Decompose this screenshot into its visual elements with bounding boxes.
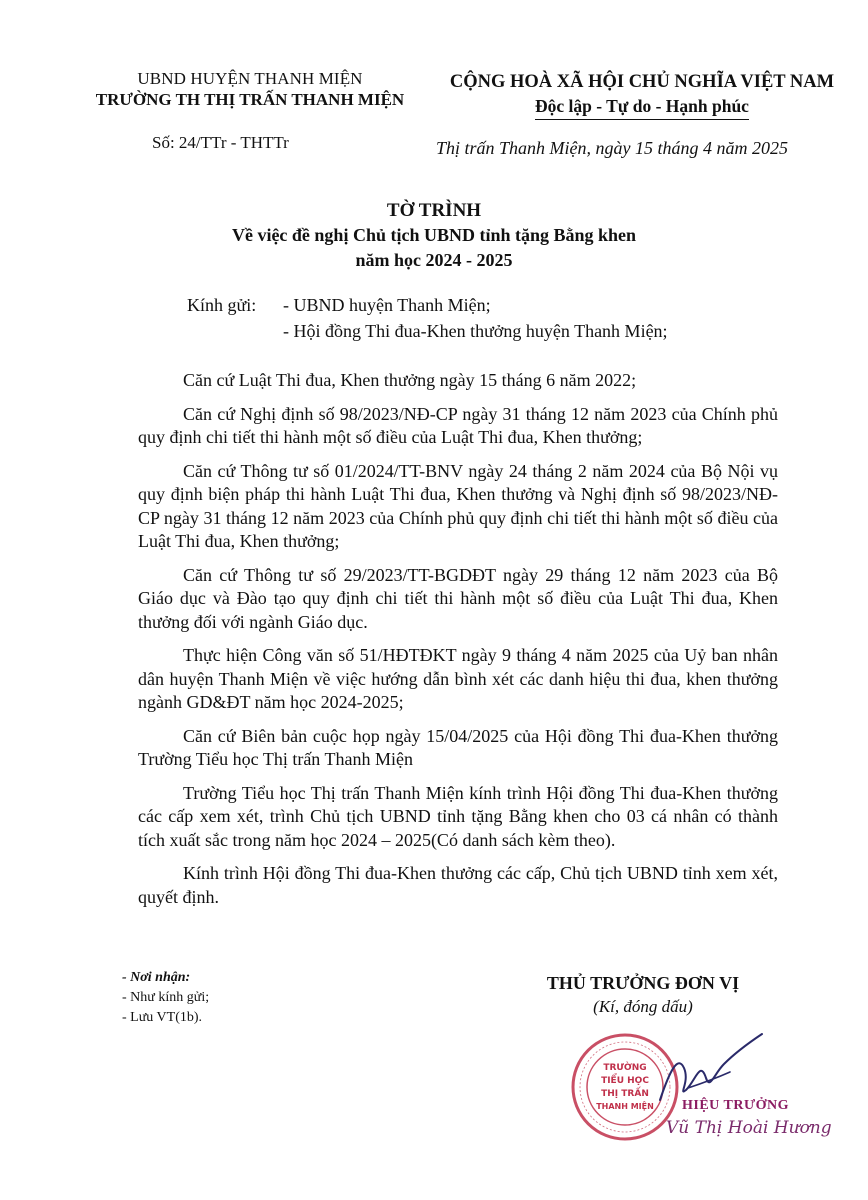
signatory-note: (Kí, đóng dấu) bbox=[593, 997, 693, 1016]
national-motto: Độc lập - Tự do - Hạnh phúc bbox=[535, 94, 749, 120]
nation-title: CỘNG HOÀ XÃ HỘI CHỦ NGHĨA VIỆT NAM bbox=[449, 72, 835, 92]
national-heading bbox=[432, 70, 852, 120]
body-paragraph: Căn cứ Thông tư số 29/2023/TT-BGDĐT ngày 29 tháng 12 năm 2023 của Bộ Giáo dục và Đào tạo quy định chi tiết thi hành một số điều của Luật Thi đua, Khen thưởng đối với ngành Giáo dục. bbox=[138, 564, 778, 632]
document-subject: Về việc đề nghị Chủ tịch UBND tỉnh tặng Bằng khen bbox=[231, 225, 637, 245]
distribution-item: - Lưu VT(1b). bbox=[122, 1010, 203, 1025]
document-number: Số: 24/TTr - THTTr bbox=[152, 133, 289, 152]
signer-name: Vũ Thị Hoài Hương bbox=[666, 1118, 832, 1138]
body-paragraph: Căn cứ Nghị định số 98/2023/NĐ-CP ngày 31 tháng 12 năm 2023 của Chính phủ quy định chi tiết thi hành một số điều của Luật Thi đua, Khen thưởng; bbox=[138, 403, 778, 447]
issuer-agency: UBND HUYỆN THANH MIỆN bbox=[137, 69, 363, 88]
recipient-item: - UBND huyện Thanh Miện; bbox=[283, 295, 491, 315]
seal-line: TIỂU HỌC bbox=[601, 1076, 649, 1086]
signer-title: HIỆU TRƯỞNG bbox=[682, 1098, 790, 1113]
seal-line: THỊ TRẤN bbox=[601, 1089, 649, 1099]
body-paragraph: Thực hiện Công văn số 51/HĐTĐKT ngày 9 tháng 4 năm 2025 của Uỷ ban nhân dân huyện Thanh Miện về việc hướng dẫn bình xét các danh hiệu thi đua, khen thưởng ngành GD&ĐT năm học 2024-2025; bbox=[138, 645, 778, 712]
signature-block bbox=[508, 971, 778, 1019]
body-paragraph: Căn cứ Biên bản cuộc họp ngày 15/04/2025 của Hội đồng Thi đua-Khen thưởng Trường Tiểu học Thị trấn Thanh Miện bbox=[138, 725, 778, 769]
document-title-block bbox=[0, 198, 868, 273]
document-body bbox=[138, 369, 778, 919]
document-date: Thị trấn Thanh Miện, ngày 15 tháng 4 năm 2025 bbox=[436, 138, 789, 158]
distribution-item: - Như kính gửi; bbox=[122, 990, 210, 1005]
seal-line: TRƯỜNG bbox=[603, 1063, 647, 1073]
seal-line: THANH MIỆN bbox=[596, 1102, 654, 1111]
issuer-school: TRƯỜNG TH THỊ TRẤN THANH MIỆN bbox=[95, 90, 405, 109]
body-paragraph: Căn cứ Luật Thi đua, Khen thưởng ngày 15 tháng 6 năm 2022; bbox=[183, 370, 637, 390]
distribution-label: - Nơi nhận: bbox=[122, 970, 191, 985]
issuer-block bbox=[70, 68, 430, 110]
distribution-list bbox=[122, 968, 209, 1028]
body-paragraph: Trường Tiểu học Thị trấn Thanh Miện kính trình Hội đồng Thi đua-Khen thưởng các cấp xem xét, trình Chủ tịch UBND tỉnh tặng Bằng khen cho 03 cá nhân có thành tích xuất sắc trong năm học 2024 – 2025(Có danh sách kèm theo). bbox=[138, 782, 778, 850]
recipients-label: Kính gửi: bbox=[187, 295, 257, 315]
recipients-block bbox=[187, 292, 668, 344]
signatory-heading: THỦ TRƯỞNG ĐƠN VỊ bbox=[546, 973, 740, 993]
body-paragraph: Kính trình Hội đồng Thi đua-Khen thưởng các cấp, Chủ tịch UBND tỉnh xem xét, quyết định. bbox=[138, 863, 778, 907]
document-title: TỜ TRÌNH bbox=[386, 200, 482, 221]
document-school-year: năm học 2024 - 2025 bbox=[355, 250, 513, 270]
body-paragraph: Căn cứ Thông tư số 01/2024/TT-BNV ngày 24 tháng 2 năm 2024 của Bộ Nội vụ quy định biện pháp thi hành Luật Thi đua, Khen thưởng và Nghị định số 98/2023/NĐ-CP ngày 31 tháng 12 năm 2023 của Chính phủ quy định chi tiết thi hành một số điều của Luật Thi đua, Khen thưởng; bbox=[138, 460, 778, 551]
recipient-item: - Hội đồng Thi đua-Khen thưởng huyện Thanh Miện; bbox=[283, 321, 668, 341]
